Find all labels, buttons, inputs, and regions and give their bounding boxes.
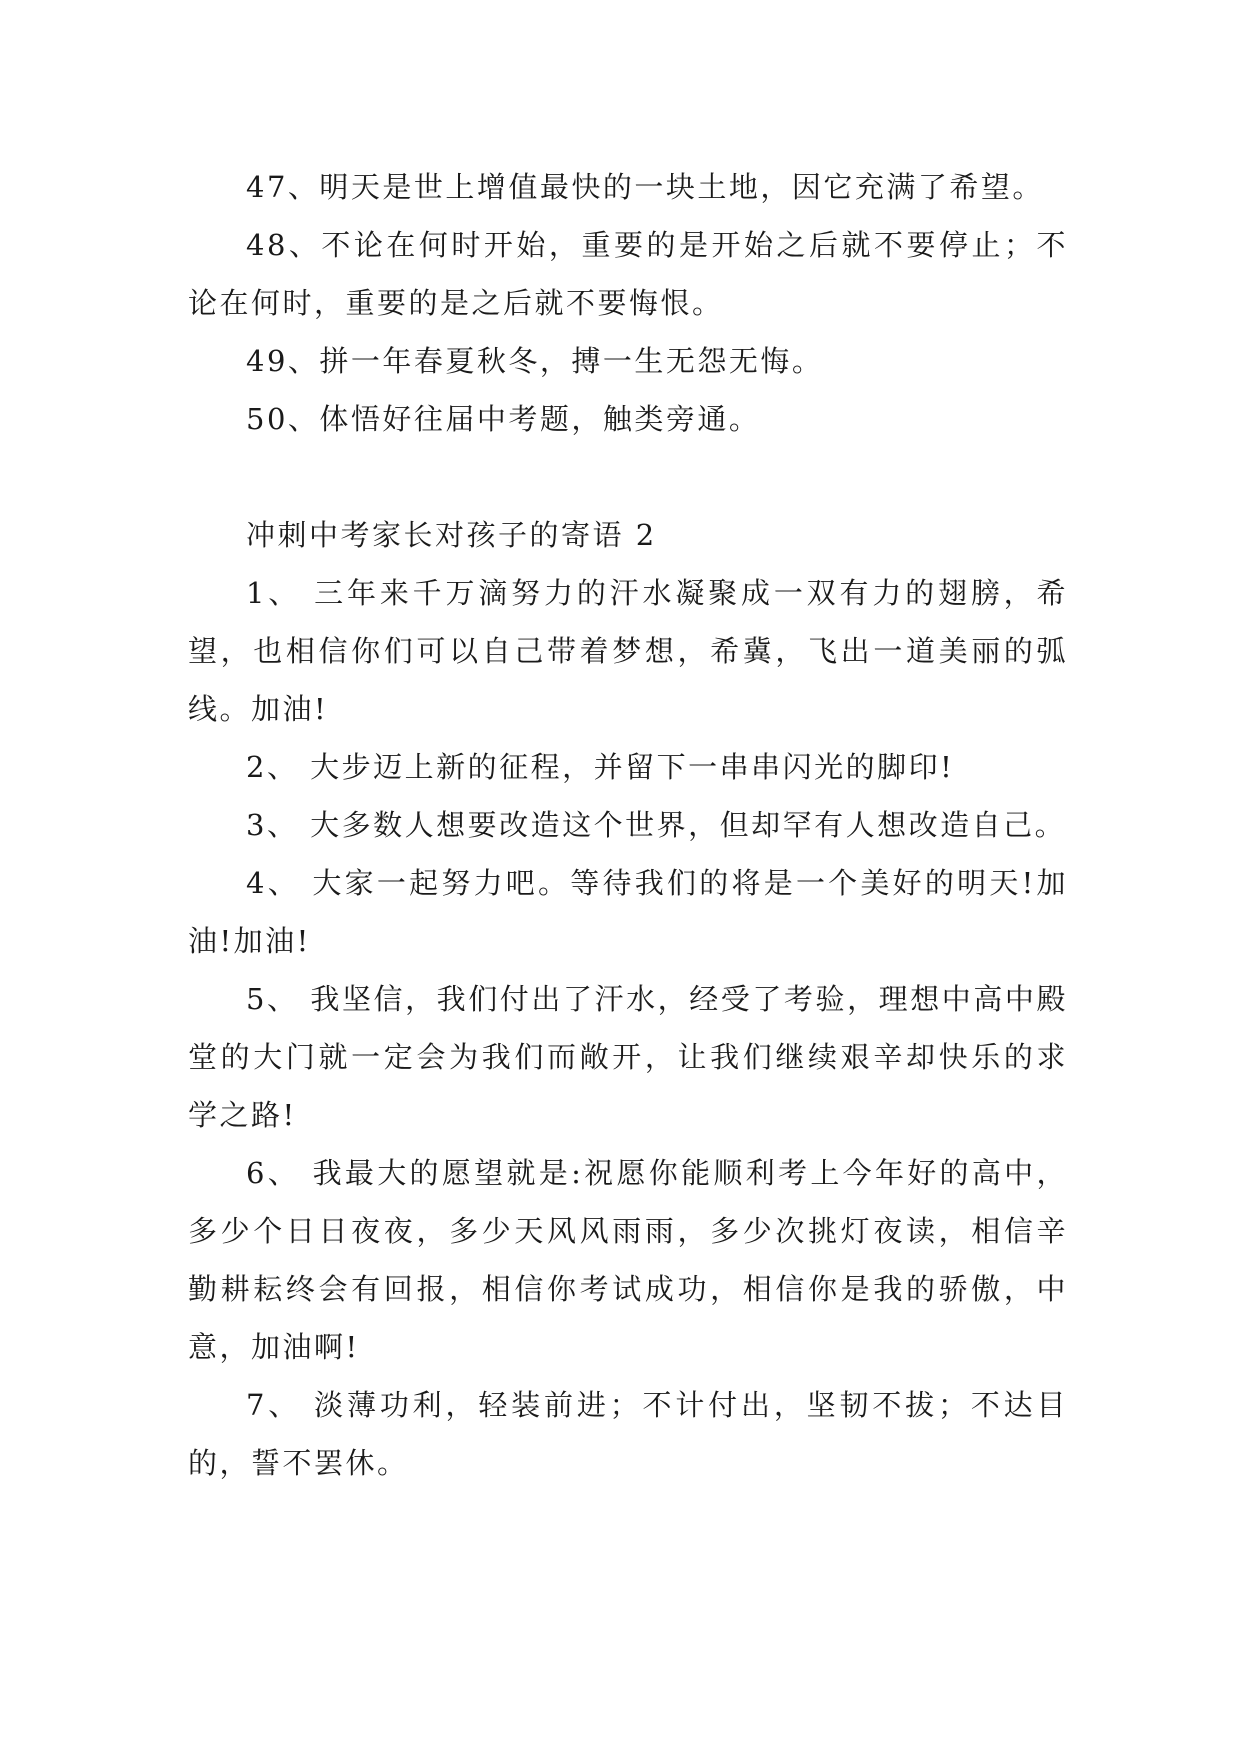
list-item: 4、 大家一起努力吧。等待我们的将是一个美好的明天!加油!加油! (188, 866, 1068, 958)
list-item: 7、 淡薄功利，轻装前进；不计付出，坚韧不拔；不达目的，誓不罢休。 (188, 1388, 1068, 1480)
list-item: 5、 我坚信，我们付出了汗水，经受了考验，理想中高中殿堂的大门就一定会为我们而敞开，让我们继续艰辛却快乐的求学之路! (188, 982, 1068, 1132)
list-item: 49、拼一年春夏秋冬，搏一生无怨无悔。 (246, 344, 824, 378)
list-item: 50、体悟好往届中考题，触类旁通。 (246, 402, 761, 436)
list-item: 3、 大多数人想要改造这个世界，但却罕有人想改造自己。 (246, 808, 1067, 842)
list-item: 1、 三年来千万滴努力的汗水凝聚成一双有力的翅膀，希望，也相信你们可以自己带着梦想，希冀，飞出一道美丽的弧线。加油! (188, 576, 1068, 726)
document-body (188, 158, 1068, 1492)
list-item: 2、 大步迈上新的征程，并留下一串串闪光的脚印! (246, 750, 955, 784)
section-title: 冲刺中考家长对孩子的寄语 2 (246, 518, 657, 552)
list-item: 6、 我最大的愿望就是:祝愿你能顺利考上今年好的高中，多少个日日夜夜，多少天风风雨雨，多少次挑灯夜读，相信辛勤耕耘终会有回报，相信你考试成功，相信你是我的骄傲，中意，加油啊! (188, 1156, 1068, 1364)
list-item: 47、明天是世上增值最快的一块土地，因它充满了希望。 (246, 170, 1044, 204)
list-item: 48、不论在何时开始，重要的是开始之后就不要停止；不论在何时，重要的是之后就不要悔恨。 (188, 228, 1068, 320)
